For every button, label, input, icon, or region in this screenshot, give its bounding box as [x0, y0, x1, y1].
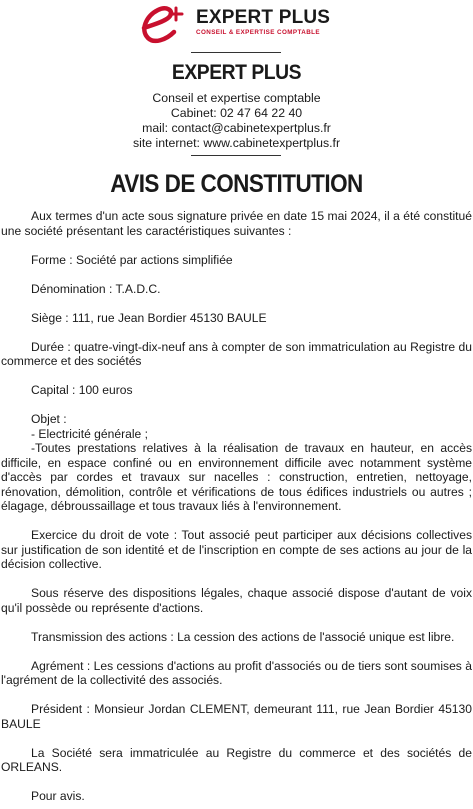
e-plus-logo-mark-icon	[136, 2, 196, 46]
intro-paragraph: Aux termes d'un acte sous signature privée en date 15 mai 2024, il a été constitué une société présentant les caractéristiques suivantes :	[1, 209, 472, 238]
objet-label: Objet :	[31, 412, 67, 426]
siege-line: Siège : 111, rue Jean Bordier 45130 BAULE	[31, 310, 267, 325]
logo-brand-text: EXPERT PLUS	[196, 7, 331, 28]
denomination-line: Dénomination : T.A.D.C.	[31, 281, 161, 296]
closing-line: Pour avis.	[31, 789, 85, 803]
logo-tagline: CONSEIL & EXPERTISE COMPTABLE	[196, 29, 321, 36]
capital-line: Capital : 100 euros	[31, 383, 133, 397]
objet-item-1: - Electricité générale ;	[31, 426, 148, 441]
phone-line: Cabinet: 02 47 64 22 40	[170, 106, 303, 120]
immatriculation-paragraph: La Société sera immatriculée au Registre du commerce et des sociétés de ORLEANS.	[1, 745, 472, 774]
notice-body	[1, 209, 472, 804]
firm-subtitle: Conseil et expertise comptable	[152, 91, 321, 105]
expert-plus-logo	[136, 2, 336, 46]
reserve-paragraph: Sous réserve des dispositions légales, chaque associé dispose d'autant de voix qu'il possède ou représente d'actions.	[1, 586, 472, 615]
header-rule-top	[191, 52, 281, 53]
agrement-paragraph: Agrément : Les cessions d'actions au profit d'associés ou de tiers sont soumises à l'agrément de la collectivité des associés.	[1, 658, 472, 687]
transmission-line: Transmission des actions : La cession des actions de l'associé unique est libre.	[31, 629, 455, 644]
website-line: site internet: www.cabinetexpertplus.fr	[132, 136, 341, 150]
contact-block	[0, 91, 473, 151]
header-rule-bottom	[191, 155, 281, 156]
notice-title: AVIS DE CONSTITUTION	[110, 170, 363, 198]
firm-name: EXPERT PLUS	[171, 61, 302, 84]
email-line: mail: contact@cabinetexpertplus.fr	[142, 121, 331, 135]
president-paragraph: Président : Monsieur Jordan CLEMENT, demeurant 111, rue Jean Bordier 45130 BAULE	[1, 702, 472, 731]
objet-item-2: -Toutes prestations relatives à la réalisation de travaux en hauteur, en accès difficile, en espace confiné ou en environnement difficile avec notamment système d'accès par cordes et travaux sur nacelles : construction, entretien, nettoyage, rénovation, démolition, contrôle et vérifications de tous édifices industriels ou autres ; élagage, débroussaillage et tous travaux liés à l'environnement.	[1, 441, 472, 513]
duree-paragraph: Durée : quatre-vingt-dix-neuf ans à compter de son immatriculation au Registre du commerce et des sociétés	[1, 339, 472, 368]
forme-line: Forme : Société par actions simplifiée	[31, 252, 233, 267]
vote-paragraph: Exercice du droit de vote : Tout associé peut participer aux décisions collectives sur justification de son identité et de l'inscription en compte de ses actions au jour de la décision collective.	[1, 528, 472, 571]
